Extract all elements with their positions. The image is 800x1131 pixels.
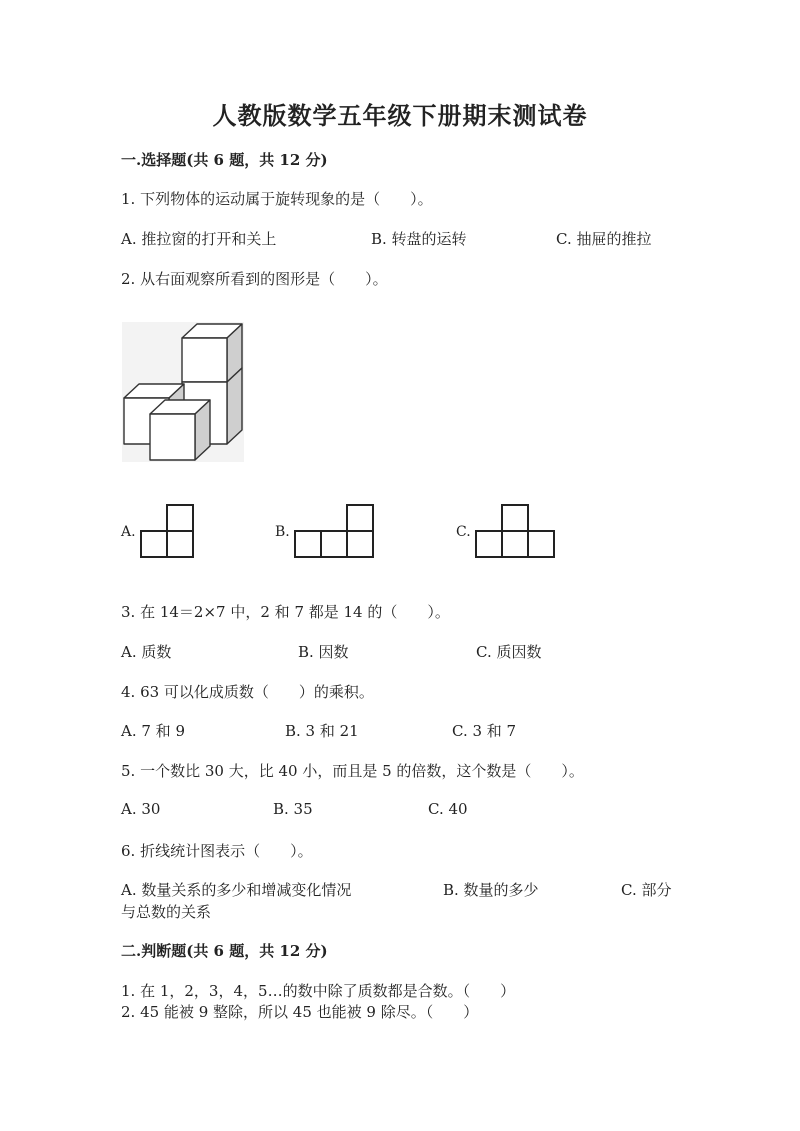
- q4-option-a[interactable]: A. 7 和 9: [121, 722, 185, 740]
- q2-option-a-shape[interactable]: [140, 504, 194, 558]
- judgement-question-1: 1. 在 1，2，3，4，5…的数中除了质数都是合数。（ ）: [121, 982, 516, 1000]
- q5-option-c[interactable]: C. 40: [428, 800, 468, 818]
- q6-option-b[interactable]: B. 数量的多少: [443, 881, 539, 899]
- q1-option-c[interactable]: C. 抽屉的推拉: [556, 230, 652, 248]
- q1-option-a[interactable]: A. 推拉窗的打开和关上: [121, 230, 277, 248]
- question-2: 2. 从右面观察所看到的图形是（ ）。: [121, 270, 388, 288]
- q4-option-b[interactable]: B. 3 和 21: [285, 722, 359, 740]
- q6-option-c-continued: 与总数的关系: [121, 903, 212, 921]
- q3-option-a[interactable]: A. 质数: [121, 643, 172, 661]
- question-3: 3. 在 14＝2×7 中，2 和 7 都是 14 的（ ）。: [121, 603, 450, 621]
- q2-option-b-label[interactable]: B.: [275, 524, 290, 540]
- q5-option-a[interactable]: A. 30: [121, 800, 161, 818]
- question-6: 6. 折线统计图表示（ ）。: [121, 842, 313, 860]
- section-heading-judgement: 二.判断题(共 6 题，共 12 分): [121, 942, 328, 960]
- question-1: 1. 下列物体的运动属于旋转现象的是（ ）。: [121, 190, 433, 208]
- q1-option-b[interactable]: B. 转盘的运转: [371, 230, 467, 248]
- q5-option-b[interactable]: B. 35: [273, 800, 313, 818]
- cube-stack-figure: [122, 322, 244, 462]
- q4-option-c[interactable]: C. 3 和 7: [452, 722, 517, 740]
- q3-option-b[interactable]: B. 因数: [298, 643, 349, 661]
- q3-option-c[interactable]: C. 质因数: [476, 643, 542, 661]
- q2-option-c-label[interactable]: C.: [456, 524, 471, 540]
- question-4: 4. 63 可以化成质数（ ）的乘积。: [121, 683, 374, 701]
- section-heading-choice: 一.选择题(共 6 题，共 12 分): [121, 151, 328, 169]
- page-title: 人教版数学五年级下册期末测试卷: [212, 101, 588, 130]
- judgement-question-2: 2. 45 能被 9 整除，所以 45 也能被 9 除尽。（ ）: [121, 1003, 479, 1021]
- q6-option-c[interactable]: C. 部分: [621, 881, 672, 899]
- question-5: 5. 一个数比 30 大，比 40 小，而且是 5 的倍数，这个数是（ ）。: [121, 762, 584, 780]
- q6-option-a[interactable]: A. 数量关系的多少和增减变化情况: [121, 881, 352, 899]
- q2-option-c-shape[interactable]: [475, 504, 555, 558]
- q2-option-b-shape[interactable]: [294, 504, 374, 558]
- q2-option-a-label[interactable]: A.: [121, 524, 136, 540]
